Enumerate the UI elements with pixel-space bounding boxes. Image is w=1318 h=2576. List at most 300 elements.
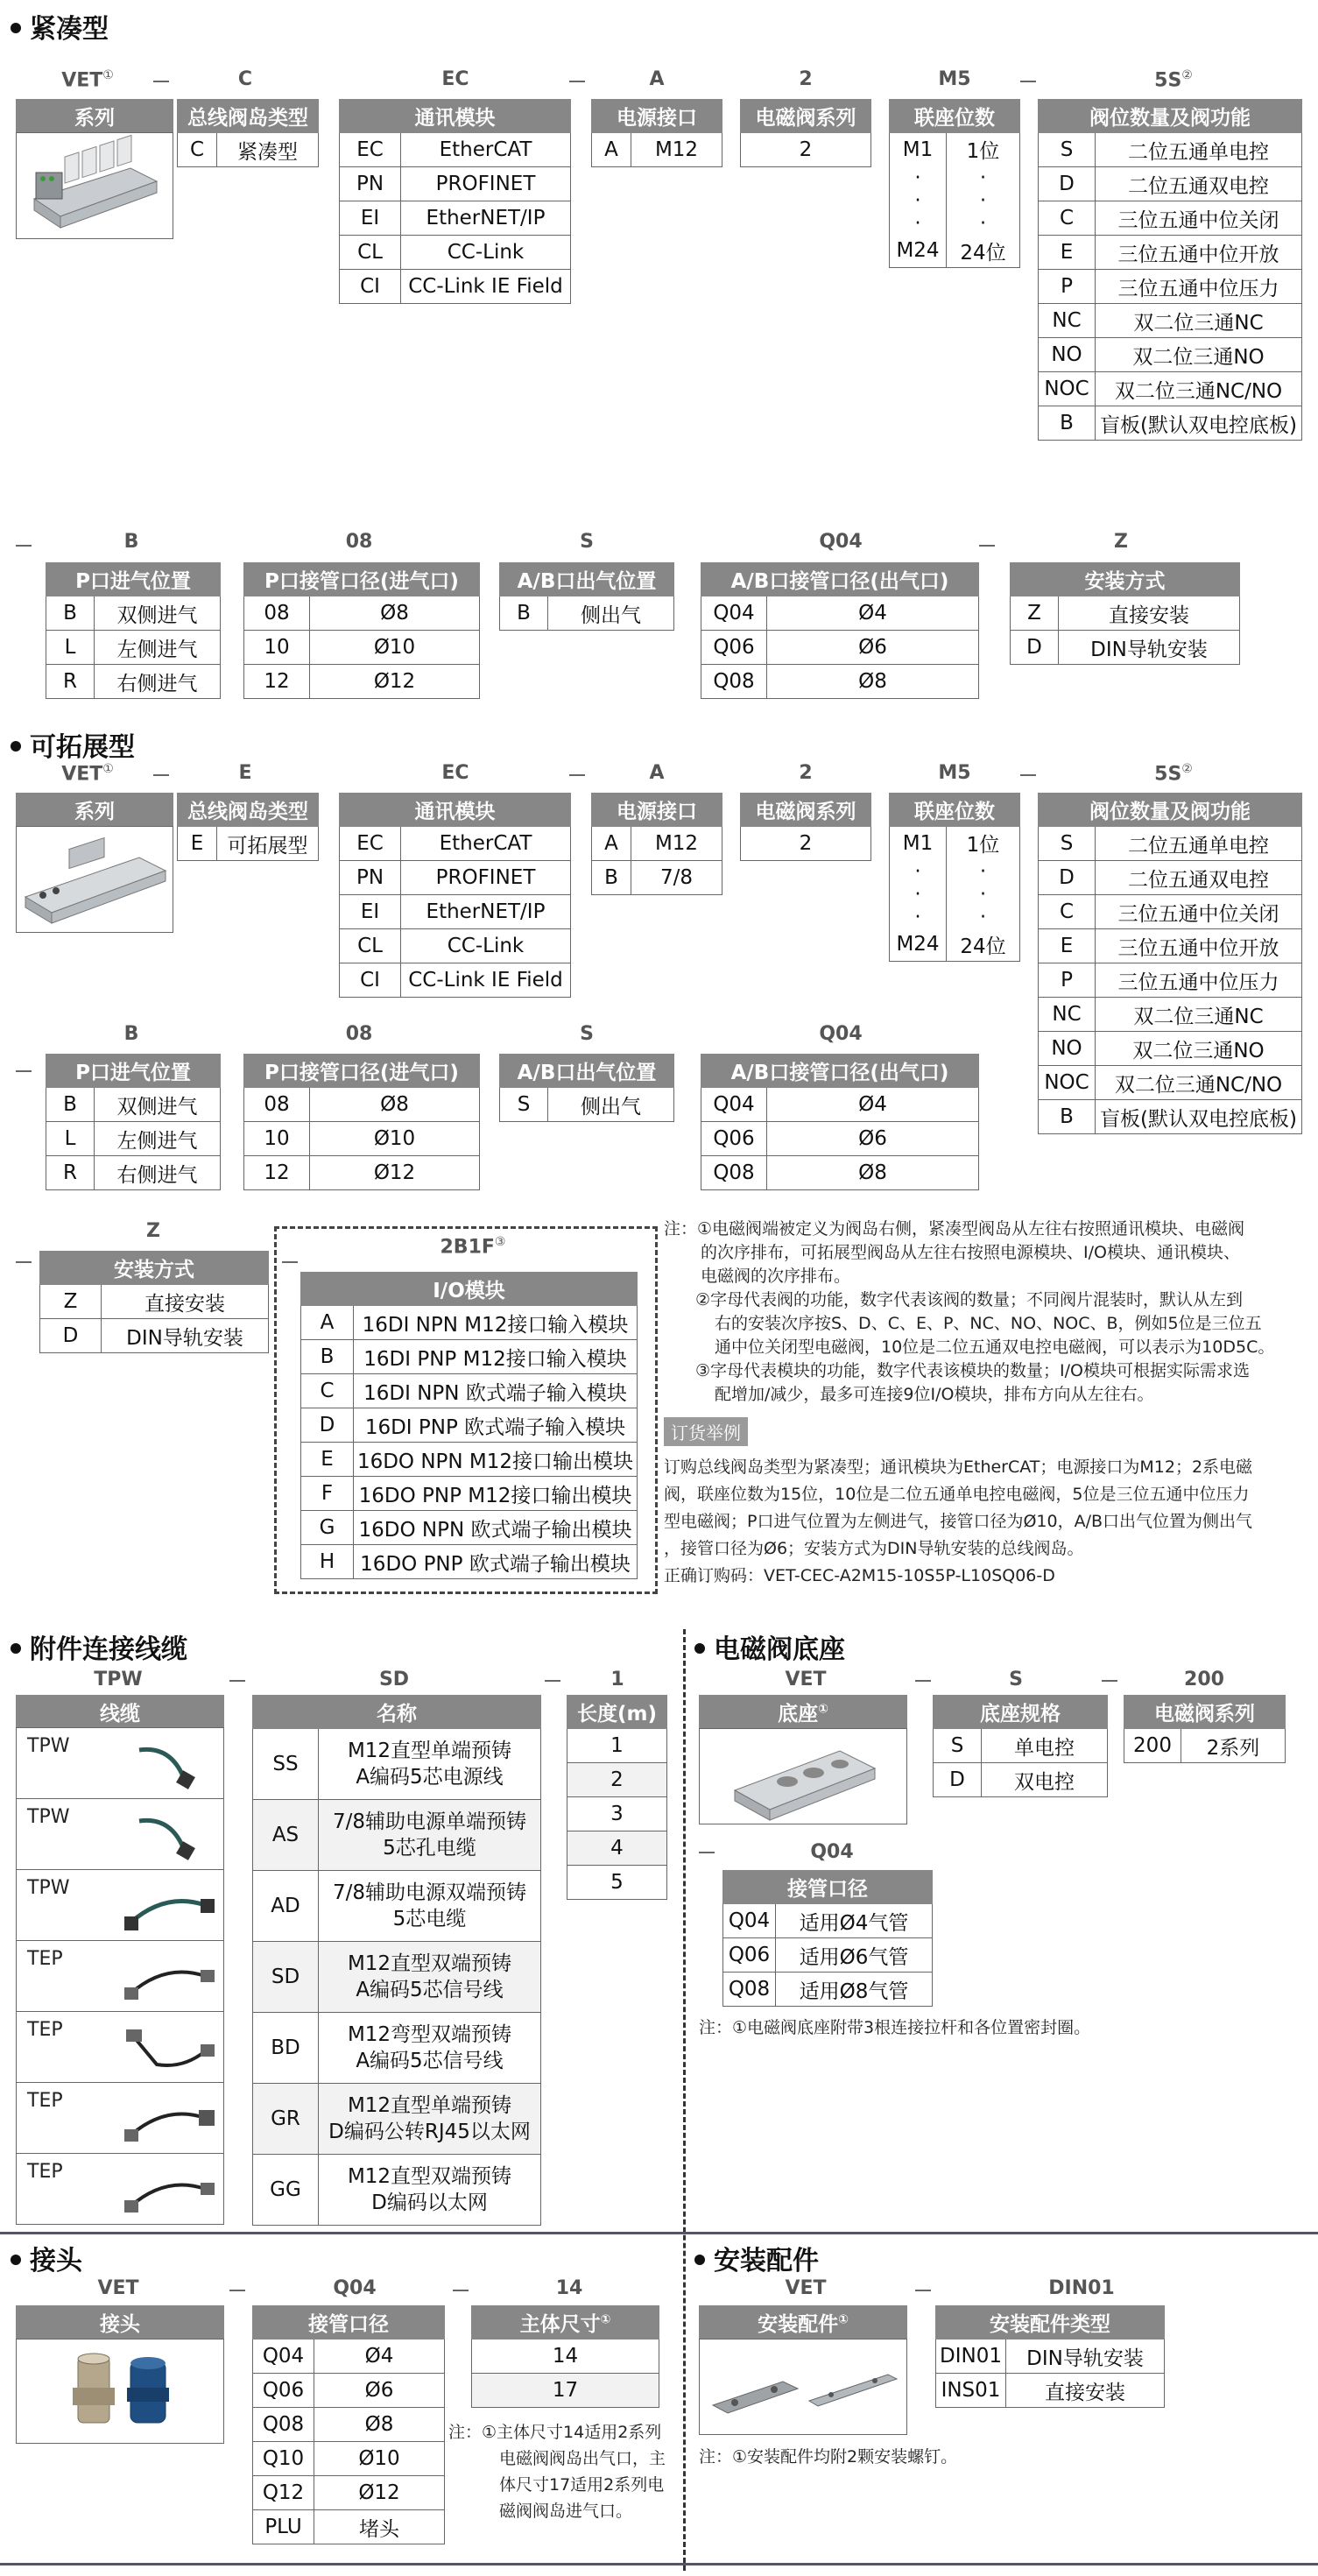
cell: C xyxy=(178,133,217,167)
cell: 双侧进气 xyxy=(95,1088,221,1122)
accessory-type-table xyxy=(935,2305,1165,2408)
cell: 4 xyxy=(567,1831,667,1866)
fitting-header: 接头 xyxy=(17,2306,224,2340)
cell: EI xyxy=(340,201,401,236)
accessory-table xyxy=(699,2305,907,2340)
cell: EtherNET/IP xyxy=(401,895,571,929)
cell: E xyxy=(301,1443,354,1477)
divider xyxy=(683,1629,686,2571)
table-row xyxy=(1039,1100,1302,1134)
code-type: E xyxy=(238,762,252,784)
cell: 三位五通中位开放 xyxy=(1096,236,1302,270)
cell: S xyxy=(1039,133,1096,167)
cell: DIN导轨安装 xyxy=(1059,631,1240,665)
cell xyxy=(319,1729,541,1800)
cell: 三位五通中位关闭 xyxy=(1096,895,1302,929)
table-row xyxy=(1039,998,1302,1032)
divider xyxy=(0,2232,1318,2234)
outlet-position-header: A/B口出气位置 xyxy=(500,563,674,596)
code-outlet-dia: Q04 xyxy=(819,1023,863,1045)
note-line: 注：①电磁阀端被定义为阀岛右侧，紧凑型阀岛从左往右按照通讯模块、电磁阀 xyxy=(664,1219,1245,1239)
cell: Ø12 xyxy=(310,1156,480,1190)
cell: Q06 xyxy=(701,631,767,665)
cell: Q06 xyxy=(723,1938,776,1973)
table-row xyxy=(301,1443,638,1477)
cell: 16DI PNP 欧式端子输入模块 xyxy=(354,1408,638,1443)
cell: 侧出气 xyxy=(548,596,674,631)
cell: · xyxy=(890,906,947,928)
code-inlet: B xyxy=(123,531,139,553)
table-row xyxy=(1039,895,1302,929)
cable-icon xyxy=(122,1883,218,1936)
cell: CC-Link IE Field xyxy=(401,963,571,998)
code-port: Q04 xyxy=(333,2277,377,2299)
mount-table xyxy=(1010,562,1240,665)
cell: 三位五通中位压力 xyxy=(1096,270,1302,304)
dash xyxy=(569,774,585,776)
cell: R xyxy=(46,1156,95,1190)
note-line: 注：①主体尺寸14适用2系列 xyxy=(448,2423,662,2442)
table-row xyxy=(1039,236,1302,270)
cell: 16DO PNP 欧式端子输出模块 xyxy=(354,1545,638,1579)
inlet-position-header: P口进气位置 xyxy=(46,1055,221,1088)
code-func: 5S② xyxy=(1154,762,1193,786)
name-line: M12直型双端预铸 xyxy=(347,1952,512,1975)
fitting-size-header: 主体尺寸① xyxy=(472,2306,659,2340)
cell: L xyxy=(46,631,95,665)
table-row xyxy=(253,1871,541,1942)
table-row xyxy=(567,1831,667,1866)
cell: Q12 xyxy=(253,2476,314,2510)
table-row xyxy=(701,1122,979,1156)
table-row xyxy=(890,235,1020,268)
order-line: ，接管口径为Ø6；安装方式为DIN导轨安装的总线阀岛。 xyxy=(664,1539,1084,1558)
positions-header: 联座位数 xyxy=(890,794,1020,827)
cell: · xyxy=(947,860,1020,883)
cell: B xyxy=(500,596,548,631)
cable-name-table xyxy=(252,1695,541,2226)
table-row xyxy=(253,2476,445,2510)
cell: M24 xyxy=(890,928,947,962)
table-row xyxy=(253,2013,541,2084)
cell: F xyxy=(301,1477,354,1511)
base-series-header: 电磁阀系列 xyxy=(1124,1696,1286,1729)
cell: 三位五通中位关闭 xyxy=(1096,201,1302,236)
dash xyxy=(16,1261,32,1263)
table-row xyxy=(934,1763,1108,1797)
cable-icon xyxy=(135,1812,214,1865)
table-row xyxy=(253,2510,445,2544)
cell: S xyxy=(1039,827,1096,861)
cell: Q06 xyxy=(253,2374,314,2408)
table-row xyxy=(301,1340,638,1374)
cable-icon xyxy=(122,2096,218,2149)
base-spec-table xyxy=(933,1695,1108,1797)
cell xyxy=(319,2084,541,2155)
cell: 二位五通双电控 xyxy=(1096,861,1302,895)
cell: E xyxy=(178,827,217,861)
cell: M12 xyxy=(631,133,722,167)
table-row xyxy=(592,827,722,861)
name-line: M12弯型双端预铸 xyxy=(347,2023,512,2046)
cell: 适用Ø4气管 xyxy=(776,1904,933,1938)
dash xyxy=(699,1852,715,1853)
cell: EtherCAT xyxy=(401,133,571,167)
table-row xyxy=(178,827,319,861)
cell: 直接安装 xyxy=(1059,596,1240,631)
cell: Ø12 xyxy=(314,2476,445,2510)
code-inlet-dia: 08 xyxy=(345,1023,373,1045)
code-outlet-dia: Q04 xyxy=(819,531,863,553)
cell: EC xyxy=(340,133,401,167)
cell: PROFINET xyxy=(401,167,571,201)
cell: B xyxy=(301,1340,354,1374)
power-table xyxy=(591,99,722,167)
table-row xyxy=(244,631,480,665)
cell: 单电控 xyxy=(982,1729,1108,1763)
cell: CI xyxy=(340,963,401,998)
cell: 左侧进气 xyxy=(95,1122,221,1156)
base-note: 注：①电磁阀底座附带3根连接拉杆和各位置密封圈。 xyxy=(699,2018,1091,2037)
bus-type-header: 总线阀岛类型 xyxy=(178,100,319,133)
cell: 双二位三通NC/NO xyxy=(1096,1066,1302,1100)
fitting-size-table xyxy=(471,2305,659,2408)
valve-series-table xyxy=(740,793,871,861)
accessory-header: 安装配件① xyxy=(700,2306,907,2340)
table-row xyxy=(1039,1032,1302,1066)
cell: H xyxy=(301,1545,354,1579)
table-row xyxy=(340,270,571,304)
name-line: D编码公转RJ45以太网 xyxy=(328,2121,531,2143)
cable-item xyxy=(16,2082,224,2154)
table-row xyxy=(46,665,221,699)
table-row xyxy=(890,189,1020,212)
accessory-image xyxy=(699,2339,907,2435)
comm-header: 通讯模块 xyxy=(340,794,571,827)
cell: 1 xyxy=(567,1729,667,1763)
cell: NOC xyxy=(1039,372,1096,406)
code-accessory: VET xyxy=(785,2277,827,2299)
divider xyxy=(0,2563,1318,2565)
cell: 10 xyxy=(244,631,310,665)
cable-code: TEP xyxy=(27,2090,63,2112)
fitting-port-table xyxy=(252,2305,445,2544)
outlet-diameter-header: A/B口接管口径(出气口) xyxy=(701,1055,979,1088)
cell: CI xyxy=(340,270,401,304)
cell xyxy=(319,2155,541,2226)
inlet-position-table xyxy=(46,1054,221,1190)
cell: Ø4 xyxy=(767,596,979,631)
code-spec: S xyxy=(1009,1669,1023,1690)
code-size: 14 xyxy=(555,2277,583,2299)
cell: DIN01 xyxy=(936,2340,1006,2374)
cell: Q04 xyxy=(701,596,767,631)
cell: 双二位三通NC xyxy=(1096,304,1302,338)
table-row xyxy=(253,2084,541,2155)
order-line: 型电磁阀；P口进气位置为左侧进气，接管口径为Ø10，A/B口出气位置为侧出气 xyxy=(664,1512,1253,1531)
table-row xyxy=(890,928,1020,962)
table-row xyxy=(723,1938,933,1973)
table-row xyxy=(1039,338,1302,372)
table-row xyxy=(701,1088,979,1122)
cell: PLU xyxy=(253,2510,314,2544)
cell: Ø12 xyxy=(310,665,480,699)
name-line: 7/8辅助电源单端预铸 xyxy=(332,1810,526,1833)
cell: BD xyxy=(253,2013,319,2084)
table-row xyxy=(701,1156,979,1190)
cable-item xyxy=(16,1869,224,1941)
cell: Ø8 xyxy=(314,2408,445,2442)
cell: 16DO PNP M12接口输出模块 xyxy=(354,1477,638,1511)
order-example-text xyxy=(664,1454,1312,1590)
cell: Ø8 xyxy=(767,1156,979,1190)
inlet-position-table xyxy=(46,562,221,699)
cell: CL xyxy=(340,236,401,270)
cell: · xyxy=(947,189,1020,212)
cell: · xyxy=(947,166,1020,189)
table-row xyxy=(701,631,979,665)
cell: D xyxy=(1039,861,1096,895)
cable-code: TPW xyxy=(27,1806,70,1828)
cell: 二位五通双电控 xyxy=(1096,167,1302,201)
table-row xyxy=(741,827,871,861)
cell: B xyxy=(1039,1100,1096,1134)
cell: SS xyxy=(253,1729,319,1800)
table-row xyxy=(567,1729,667,1763)
cell xyxy=(319,2013,541,2084)
code-power: A xyxy=(649,68,665,90)
cell: 7/8 xyxy=(631,861,722,895)
cell: 24位 xyxy=(947,235,1020,268)
section-title-fitting: 接头 xyxy=(11,2239,82,2277)
name-line: M12直型单端预铸 xyxy=(347,1740,512,1762)
table-row xyxy=(890,166,1020,189)
section-title-mounting: 安装配件 xyxy=(694,2239,819,2277)
cell: 左侧进气 xyxy=(95,631,221,665)
table-row xyxy=(701,665,979,699)
cell: Q08 xyxy=(253,2408,314,2442)
table-row xyxy=(592,133,722,167)
table-row xyxy=(890,860,1020,883)
cell: M1 xyxy=(890,133,947,166)
cable-item xyxy=(16,1727,224,1799)
series-header: 系列 xyxy=(17,100,173,133)
table-row xyxy=(890,906,1020,928)
positions-table xyxy=(889,793,1020,962)
base-port-table xyxy=(722,1870,933,2007)
table-row xyxy=(40,1319,269,1353)
cell: M1 xyxy=(890,827,947,860)
cell: NO xyxy=(1039,338,1096,372)
cell: PN xyxy=(340,861,401,895)
cell: Ø6 xyxy=(767,631,979,665)
cell: L xyxy=(46,1122,95,1156)
cell: 双二位三通NC xyxy=(1096,998,1302,1032)
table-row xyxy=(340,929,571,963)
section-title-expandable: 可拓展型 xyxy=(11,725,135,764)
code-accessory-type: DIN01 xyxy=(1048,2277,1115,2299)
cell: Ø8 xyxy=(310,1088,480,1122)
cell: 1位 xyxy=(947,133,1020,166)
code-comm: EC xyxy=(441,762,469,784)
cell: 24位 xyxy=(947,928,1020,962)
bus-type-table xyxy=(177,99,319,167)
cell: A xyxy=(301,1306,354,1340)
valve-base-image xyxy=(699,1728,907,1824)
cell: · xyxy=(890,212,947,235)
section-title-base: 电磁阀底座 xyxy=(694,1627,845,1666)
order-line: 订购总线阀岛类型为紧凑型；通讯模块为EtherCAT；电源接口为M12；2系电磁 xyxy=(664,1457,1253,1477)
cable-name-header: 名称 xyxy=(253,1696,541,1729)
base-spec-header: 底座规格 xyxy=(934,1696,1108,1729)
table-row xyxy=(936,2340,1165,2374)
length-table xyxy=(567,1695,667,1900)
cell: D xyxy=(1039,167,1096,201)
mounting-note: 注：①安装配件均附2颗安装螺钉。 xyxy=(699,2447,958,2467)
cell: 17 xyxy=(472,2374,659,2408)
table-row xyxy=(890,212,1020,235)
cable-icon xyxy=(122,2167,218,2220)
table-row xyxy=(1039,372,1302,406)
notes-block xyxy=(664,1217,1312,1407)
dash xyxy=(915,1680,931,1682)
series-header: 系列 xyxy=(17,794,173,827)
cell: A xyxy=(592,133,631,167)
cell: 3 xyxy=(567,1797,667,1831)
dash xyxy=(453,2290,469,2291)
table-row xyxy=(46,1122,221,1156)
code-comm: EC xyxy=(441,68,469,90)
cell: 2 xyxy=(567,1763,667,1797)
cell: EtherCAT xyxy=(401,827,571,861)
table-row xyxy=(253,2155,541,2226)
code-power: A xyxy=(649,762,665,784)
cell: CC-Link xyxy=(401,929,571,963)
cell: 5 xyxy=(567,1866,667,1900)
table-row xyxy=(1039,929,1302,963)
cell: PROFINET xyxy=(401,861,571,895)
table-row xyxy=(1039,406,1302,441)
cell: Ø4 xyxy=(314,2340,445,2374)
cell: 10 xyxy=(244,1122,310,1156)
table-row xyxy=(567,1763,667,1797)
table-row xyxy=(46,631,221,665)
table-row xyxy=(340,895,571,929)
note-line: 右的安装次序按S、D、C、E、P、NC、NO、NOC、B，例如5位是三位五 xyxy=(715,1314,1262,1333)
cell: A xyxy=(592,827,631,861)
cell: Z xyxy=(1011,596,1059,631)
table-row xyxy=(936,2374,1165,2408)
cell: AS xyxy=(253,1800,319,1871)
code-inlet: B xyxy=(123,1023,139,1045)
cell: Ø10 xyxy=(310,1122,480,1156)
cell: NC xyxy=(1039,304,1096,338)
cell: Q08 xyxy=(723,1973,776,2007)
code-inlet-dia: 08 xyxy=(345,531,373,553)
cell: 12 xyxy=(244,665,310,699)
table-row xyxy=(1011,596,1240,631)
cell: 2系列 xyxy=(1181,1729,1286,1763)
cell: C xyxy=(1039,895,1096,929)
table-row xyxy=(1039,270,1302,304)
cell: 二位五通单电控 xyxy=(1096,827,1302,861)
valve-function-header: 阀位数量及阀功能 xyxy=(1039,100,1302,133)
cell: 14 xyxy=(472,2340,659,2374)
cell xyxy=(319,1942,541,2013)
code-outlet: S xyxy=(580,1023,594,1045)
table-row xyxy=(301,1477,638,1511)
table-row xyxy=(1039,1066,1302,1100)
fitting-port-header: 接管口径 xyxy=(253,2306,445,2340)
cell: Q06 xyxy=(701,1122,767,1156)
cable-code: TEP xyxy=(27,1948,63,1970)
series-table xyxy=(16,99,173,133)
fitting-table xyxy=(16,2305,224,2340)
cell: 2 xyxy=(741,133,871,167)
code-type: C xyxy=(237,68,253,90)
cell xyxy=(319,1871,541,1942)
table-row xyxy=(592,861,722,895)
dash xyxy=(229,1680,245,1682)
valve-series-header: 电磁阀系列 xyxy=(741,794,871,827)
cell: Q04 xyxy=(701,1088,767,1122)
io-module-table xyxy=(300,1272,638,1579)
cell: 右侧进气 xyxy=(95,665,221,699)
cell: Ø8 xyxy=(310,596,480,631)
cable-item xyxy=(16,2011,224,2083)
cell: Q10 xyxy=(253,2442,314,2476)
fitting-image xyxy=(16,2339,224,2444)
cell: B xyxy=(46,596,95,631)
valve-function-table xyxy=(1038,99,1302,441)
table-row xyxy=(723,1973,933,2007)
cell: 右侧进气 xyxy=(95,1156,221,1190)
table-row xyxy=(244,596,480,631)
name-line: A编码5芯信号线 xyxy=(356,1979,504,2001)
table-row xyxy=(301,1408,638,1443)
table-row xyxy=(244,1122,480,1156)
cell: 双二位三通NC/NO xyxy=(1096,372,1302,406)
dash xyxy=(282,1261,298,1263)
table-row xyxy=(340,963,571,998)
cell: NC xyxy=(1039,998,1096,1032)
cell: Q04 xyxy=(253,2340,314,2374)
dash xyxy=(16,545,32,547)
mount-header: 安装方式 xyxy=(1011,563,1240,596)
cell: 可拓展型 xyxy=(217,827,319,861)
table-row xyxy=(1124,1729,1286,1763)
cell: E xyxy=(1039,929,1096,963)
cell: G xyxy=(301,1511,354,1545)
name-line: 7/8辅助电源双端预铸 xyxy=(332,1881,526,1904)
cell: 直接安装 xyxy=(1006,2374,1165,2408)
base-table xyxy=(699,1695,907,1729)
valve-function-table xyxy=(1038,793,1302,1134)
outlet-diameter-header: A/B口接管口径(出气口) xyxy=(701,563,979,596)
cell: Ø6 xyxy=(314,2374,445,2408)
cable-code: TEP xyxy=(27,2019,63,2041)
cable-icon xyxy=(122,1954,218,2007)
fitting-notes xyxy=(448,2419,666,2524)
cell: EC xyxy=(340,827,401,861)
table-row xyxy=(1039,304,1302,338)
dash xyxy=(153,774,169,776)
cell: 16DI NPN 欧式端子输入模块 xyxy=(354,1374,638,1408)
cell: B xyxy=(46,1088,95,1122)
cable-item xyxy=(16,1798,224,1870)
table-row xyxy=(1039,861,1302,895)
section-title-cables: 附件连接线缆 xyxy=(11,1627,187,1666)
